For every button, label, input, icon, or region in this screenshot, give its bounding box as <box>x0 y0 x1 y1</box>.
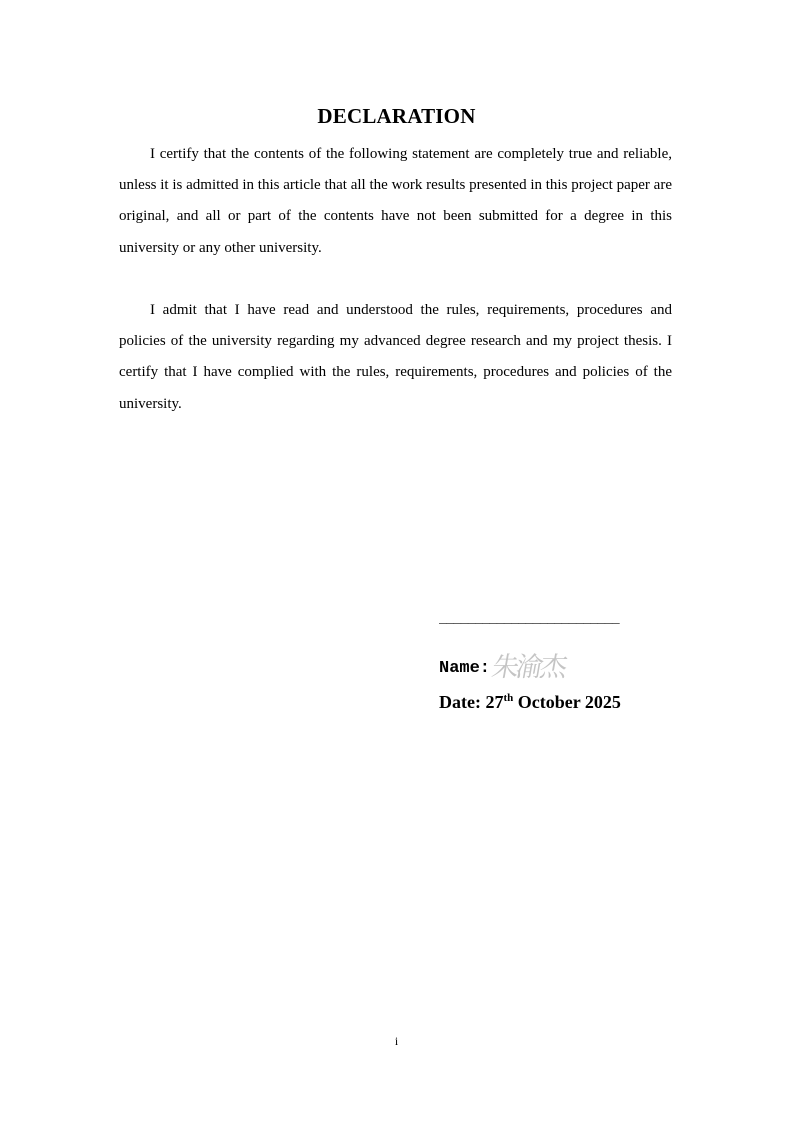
name-row <box>439 648 739 688</box>
handwritten-signature: 朱渝杰 <box>489 652 567 683</box>
declaration-paragraph-1: I certify that the contents of the following statement are completely true and reliable, unless it is admitted in this article that all the work results presented in this project paper are original, and all or part of the contents have not been submitted for a degree in this university or any other university. <box>119 146 672 256</box>
declaration-paragraph-2: I admit that I have read and understood the rules, requirements, procedures and policies of the university regarding my advanced degree research and my project thesis. I certify that I have complied with the rules, requirements, procedures and policies of the university. <box>119 302 672 412</box>
date-label: Date: 27 <box>439 692 504 712</box>
signature-line: _________________________ <box>439 611 620 626</box>
date-rest: October 2025 <box>513 692 621 712</box>
page-title: DECLARATION <box>317 104 476 128</box>
signature-block <box>439 606 739 713</box>
name-label: Name: <box>439 658 491 678</box>
date-ordinal: th <box>503 692 514 704</box>
page-number: i <box>394 1034 399 1048</box>
date-row <box>439 692 739 713</box>
